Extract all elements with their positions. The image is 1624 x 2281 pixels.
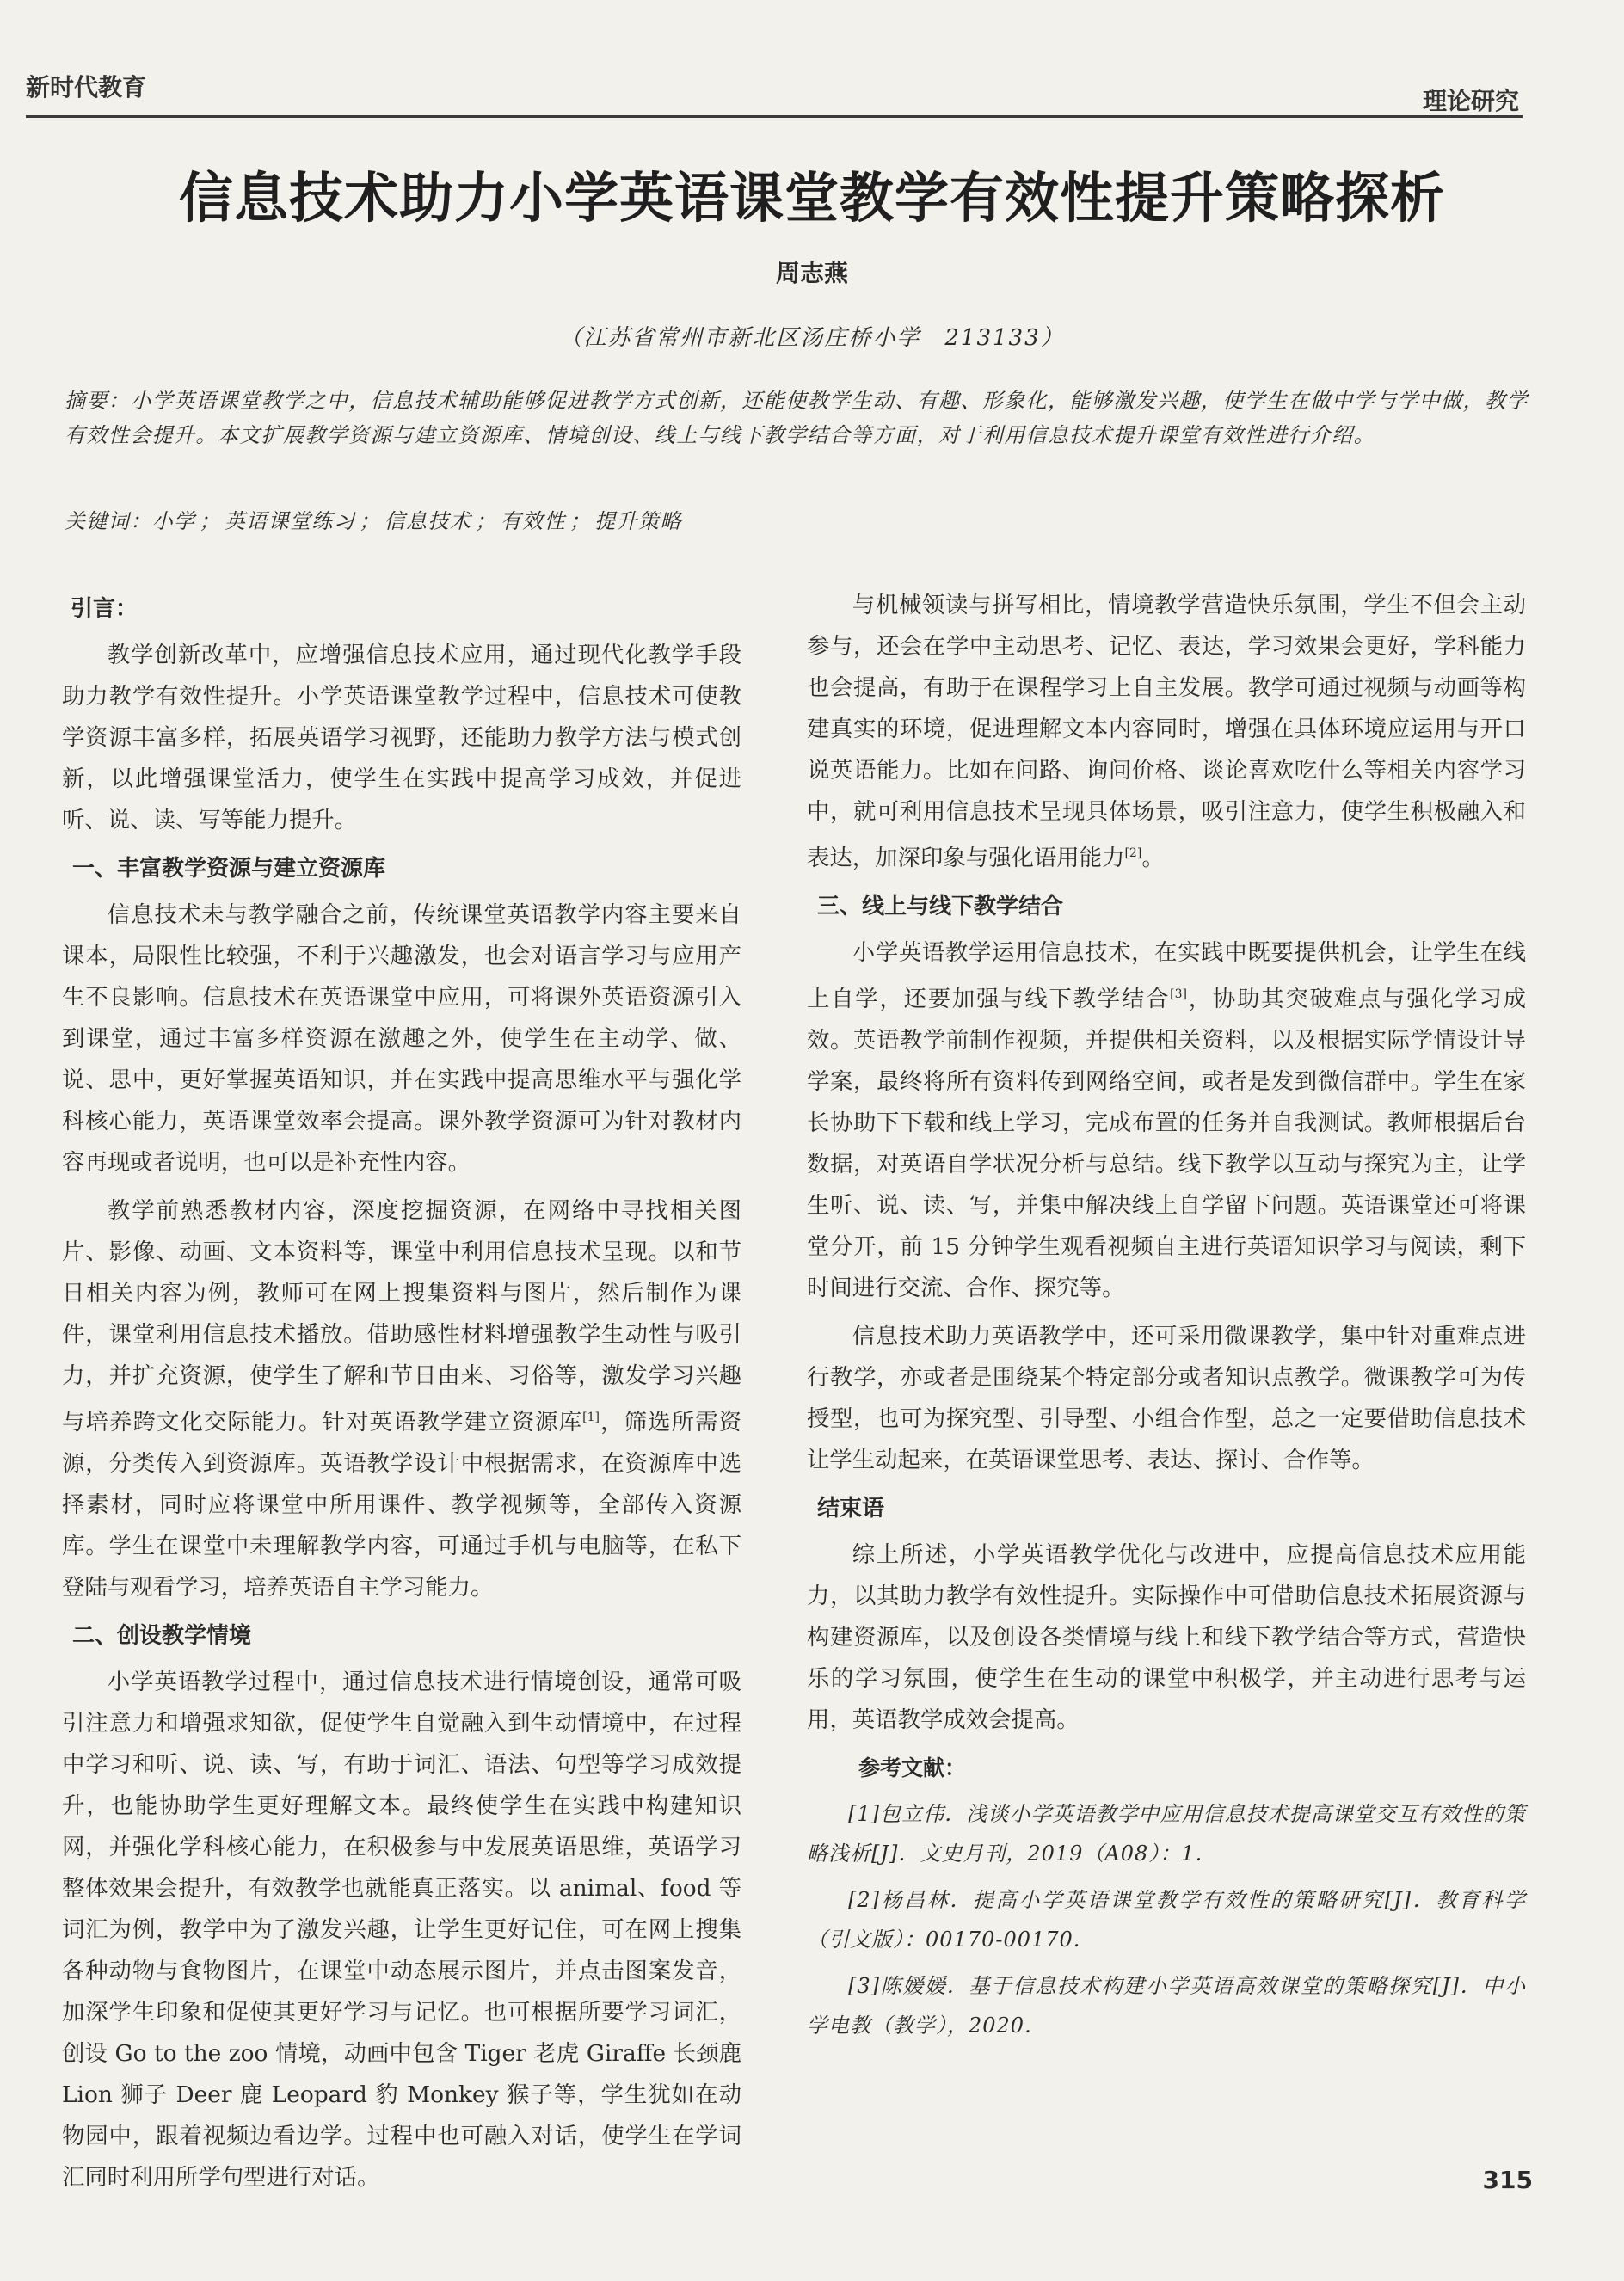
page-number: 315 [1482, 2166, 1533, 2194]
abstract-label: 摘要： [65, 389, 131, 413]
citation-mark: [2] [1124, 846, 1142, 860]
keyword: 小学 [151, 509, 196, 533]
conclusion-heading: 结束语 [817, 1495, 885, 1522]
section-3-heading: 三、线上与线下教学结合 [817, 893, 1064, 919]
right-column [807, 585, 1526, 2052]
section-1-heading: 一、丰富教学资源与建立资源库 [72, 856, 386, 882]
journal-name: 新时代教育 [26, 73, 147, 101]
article-affiliation: （江苏省常州市新北区汤庄桥小学 213133） [559, 325, 1065, 351]
keyword: 英语课堂练习 [224, 509, 356, 533]
paragraph-text: ，协助其突破难点与强化学习成效。英语教学前制作视频，并提供相关资料，以及根据实际学情设计导学案，最终将所有资料传到网络空间，或者是发到微信群中。学生在家长协助下下载和线上学习，完成布置的任务并自我测试。教师根据后台数据，对英语自学状况分析与总结。线下教学以互动与探究为主，让学生听、说、读、写，并集中解决线上自学留下问题。英语课堂还可将课堂分开，前 15 分钟学生观看视频自主进行英语知识学习与阅读，剩下时间进行交流、合作、探究等。 [807, 985, 1527, 1301]
reference-item: [1]包立伟．浅谈小学英语教学中应用信息技术提高课堂交互有效性的策略浅析[J]．文史月刊，2019（A08）：1. [807, 1801, 1526, 1866]
keywords: 关键词：小学 ； 英语课堂练习 ； 信息技术 ； 有效性 ； 提升策略 [65, 509, 682, 533]
paragraph-text: 教学前熟悉教材内容，深度挖掘资源，在网络中寻找相关图片、影像、动画、文本资料等，课堂中利用信息技术呈现。以和节日相关内容为例，教师可在网上搜集资料与图片，然后制作为课件，课堂利用信息技术播放。借助感性材料增强教学生动性与吸引力，并扩充资源，使学生了解和节日由来、习俗等，激发学习兴趣与培养跨文化交际能力。针对英语教学建立资源库 [62, 1197, 741, 1436]
section-label: 理论研究 [1422, 87, 1519, 115]
continued-paragraph [807, 585, 1526, 879]
citation-mark: [3] [1170, 987, 1187, 1001]
keyword: 提升策略 [594, 509, 682, 533]
article-author: 周志燕 [775, 259, 848, 287]
conclusion-paragraph: 综上所述，小学英语教学优化与改进中，应提高信息技术应用能力，以其助力教学有效性提升。实际操作中可借助信息技术拓展资源与构建资源库，以及创设各类情境与线上和线下教学结合等方式，营造快乐的学习氛围，使学生在生动的课堂中积极学，并主动进行思考与运用，英语教学成效会提高。 [807, 1540, 1526, 1733]
section-2-paragraph: 小学英语教学过程中，通过信息技术进行情境创设，通常可吸引注意力和增强求知欲，促使学生自觉融入到生动情境中，在过程中学习和听、说、读、写，有助于词汇、语法、句型等学习成效提升，也能协助学生更好理解文本。最终使学生在实践中构建知识网，并强化学科核心能力，在积极参与中发展英语思维，英语学习整体效果会提升，有效教学也就能真正落实。以 animal、food 等词汇为例，教学中为了激发兴趣，让学生更好记住，可在网上搜集各种动物与食物图片，在课堂中动态展示图片，并点击图案发音，加深学生印象和促使其更好学习与记忆。也可根据所要学习词汇，创设 Go to the zoo 情境，动画中包含 Tiger 老虎 Giraffe 长颈鹿 Lion 狮子 Deer 鹿 Leopard 豹 Monkey 猴子等，学生犹如在动物园中，跟着视频边看边学。过程中也可融入对话，使学生在学词汇同时利用所学句型进行对话。 [62, 1668, 741, 2191]
section-3-paragraph [807, 932, 1526, 1309]
paragraph-text: 与机械领读与拼写相比，情境教学营造快乐氛围，学生不但会主动参与，还会在学中主动思考、记忆、表达，学习效果会更好，学科能力也会提高，有助于在课程学习上自主发展。教学可通过视频与动画等构建真实的环境，促进理解文本内容同时，增强在具体环境应运用与开口说英语能力。比如在问路、询问价格、谈论喜欢吃什么等相关内容学习中，就可利用信息技术呈现具体场景，吸引注意力，使学生积极融入和表达，加深印象与强化语用能力 [807, 592, 1526, 871]
abstract [65, 384, 1529, 452]
keywords-label: 关键词： [65, 509, 152, 533]
left-column [62, 585, 741, 2205]
section-2-heading: 二、创设教学情境 [72, 1622, 252, 1649]
keyword: 有效性 [500, 509, 566, 533]
references-heading: 参考文献： [858, 1755, 967, 1780]
section-1-paragraph: 信息技术未与教学融合之前，传统课堂英语教学内容主要来自课本，局限性比较强，不利于兴趣激发，也会对语言学习与应用产生不良影响。信息技术在英语课堂中应用，可将课外英语资源引入到课堂，通过丰富多样资源在激趣之外，使学生在主动学、做、说、思中，更好掌握英语知识，并在实践中提高思维水平与强化学科核心能力，英语课堂效率会提高。课外教学资源可为针对教材内容再现或者说明，也可以是补充性内容。 [62, 901, 741, 1176]
abstract-text: 小学英语课堂教学之中，信息技术辅助能够促进教学方式创新，还能使教学生动、有趣、形象化，能够激发兴趣，使学生在做中学与学中做，教学有效性会提升。本文扩展教学资源与建立资源库、情境创设、线上与线下教学结合等方面，对于利用信息技术提升课堂有效性进行介绍。 [65, 389, 1529, 447]
header-rule [26, 115, 1522, 118]
intro-heading: 引言： [71, 596, 138, 622]
section-1-paragraph [62, 1190, 741, 1608]
keyword: 信息技术 [384, 509, 472, 533]
citation-mark: [1] [582, 1411, 600, 1424]
paragraph-text: ，筛选所需资源，分类传入到资源库。英语教学设计中根据需求，在资源库中选择素材，同时应将课堂中所用课件、教学视频等，全部传入资源库。学生在课堂中未理解教学内容，可通过手机与电脑等，在私下登陆与观看学习，培养英语自主学习能力。 [62, 1408, 742, 1601]
intro-paragraph: 教学创新改革中，应增强信息技术应用，通过现代化教学手段助力教学有效性提升。小学英语课堂教学过程中，信息技术可使教学资源丰富多样，拓展英语学习视野，还能助力教学方法与模式创新，以此增强课堂活力，使学生在实践中提高学习成效，并促进听、说、读、写等能力提升。 [62, 642, 741, 833]
article-title: 信息技术助力小学英语课堂教学有效性提升策略探析 [179, 167, 1445, 230]
section-3-paragraph: 信息技术助力英语教学中，还可采用微课教学，集中针对重难点进行教学，亦或者是围绕某个特定部分或者知识点教学。微课教学可为传授型，也可为探究型、引导型、小组合作型，总之一定要借助信息技术让学生动起来，在英语课堂思考、表达、探讨、合作等。 [807, 1322, 1526, 1473]
reference-item: [3]陈媛媛．基于信息技术构建小学英语高效课堂的策略探究[J]．中小学电教（教学），2020. [807, 1973, 1526, 2038]
reference-item: [2]杨昌林．提高小学英语课堂教学有效性的策略研究[J]．教育科学（引文版）：00170-00170. [807, 1887, 1526, 1952]
paragraph-text: 小学英语教学运用信息技术，在实践中既要提供机会，让学生在线上自学，还要加强与线下教学结合 [807, 938, 1526, 1012]
paragraph-text: 。 [1141, 844, 1165, 871]
